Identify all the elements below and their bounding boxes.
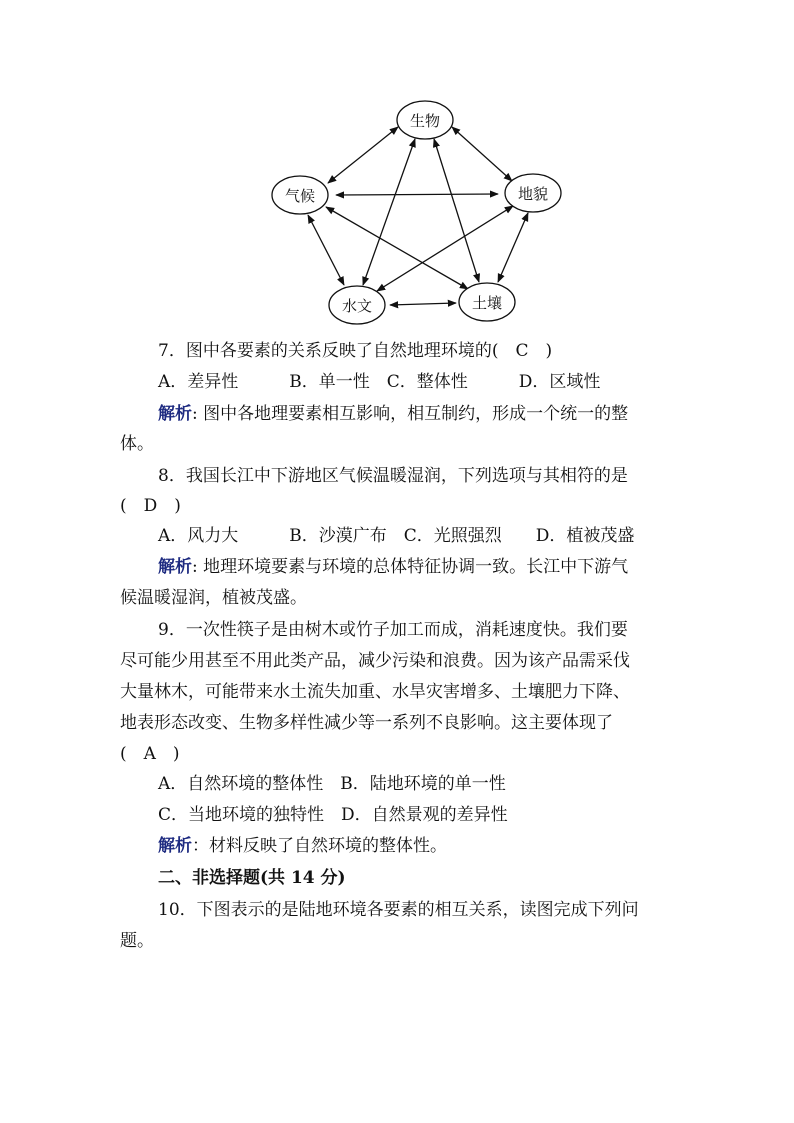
q9-stem-line2: 尽可能少用甚至不用此类产品，减少污染和浪费。因为该产品需采伐 — [120, 651, 630, 671]
q9-option-line1: A．自然环境的整体性 B．陆地环境的单一性 — [158, 774, 506, 794]
edge-climate-landform — [336, 194, 498, 195]
q7-analysis-cont: 体。 — [120, 434, 154, 454]
edge-bio-climate — [328, 127, 398, 183]
q9-analysis — [158, 836, 447, 856]
edge-hydro-soil — [390, 303, 456, 305]
q9-stem-line1: 9．一次性筷子是由树木或竹子加工而成，消耗速度快。我们要 — [158, 620, 628, 640]
q10-stem-line2: 题。 — [120, 931, 154, 951]
edge-climate-hydro — [308, 215, 344, 285]
q8-analysis — [158, 557, 628, 577]
q8-stem-line1: 8．我国长江中下游地区气候温暖湿润，下列选项与其相符的是 — [158, 466, 628, 486]
edge-landform-soil — [498, 213, 528, 282]
node-climate-label: 气候 — [284, 187, 316, 205]
elements-relationship-diagram — [260, 95, 580, 330]
q8-stem-line2: ( D ) — [120, 496, 181, 516]
node-landform-label: 地貌 — [517, 185, 549, 203]
edge-bio-hydro — [363, 139, 415, 285]
node-soil-label: 土壤 — [471, 294, 503, 312]
q9-option-line2: C．当地环境的独特性 D．自然景观的差异性 — [158, 805, 508, 825]
q7-analysis-text: : 图中各地理要素相互影响，相互制约，形成一个统一的整 — [192, 404, 629, 424]
q9-analysis-label: 解析 — [158, 836, 192, 856]
q8-analysis-label: 解析 — [158, 557, 192, 577]
q7-analysis — [158, 404, 628, 424]
q9-stem-line4: 地表形态改变、生物多样性减少等一系列不良影响。这主要体现了 — [120, 713, 613, 733]
q9-stem-line3: 大量林木，可能带来水土流失加重、水旱灾害增多、土壤肥力下降、 — [120, 682, 630, 702]
node-bio-label: 生物 — [409, 112, 441, 130]
q8-analysis-text: : 地理环境要素与环境的总体特征协调一致。长江中下游气 — [192, 557, 629, 577]
edge-bio-landform — [452, 127, 512, 181]
node-hydro-label: 水文 — [341, 297, 373, 315]
section-heading: 二、非选择题(共 14 分) — [158, 868, 346, 888]
q8-options: A．风力大 B．沙漠广布 C．光照强烈 D．植被茂盛 — [158, 526, 635, 546]
q9-analysis-text: ：材料反映了自然环境的整体性。 — [192, 836, 447, 856]
q7-stem: 7．图中各要素的关系反映了自然地理环境的( C ) — [158, 341, 553, 361]
edge-bio-soil — [434, 139, 479, 282]
q8-analysis-cont: 候温暖湿润，植被茂盛。 — [120, 588, 307, 608]
q10-stem-line1: 10．下图表示的是陆地环境各要素的相互关系，读图完成下列问 — [158, 900, 639, 920]
q7-analysis-label: 解析 — [158, 404, 192, 424]
q7-options: A．差异性 B．单一性 C．整体性 D．区域性 — [158, 372, 601, 392]
q9-stem-line5: ( A ) — [120, 744, 180, 764]
